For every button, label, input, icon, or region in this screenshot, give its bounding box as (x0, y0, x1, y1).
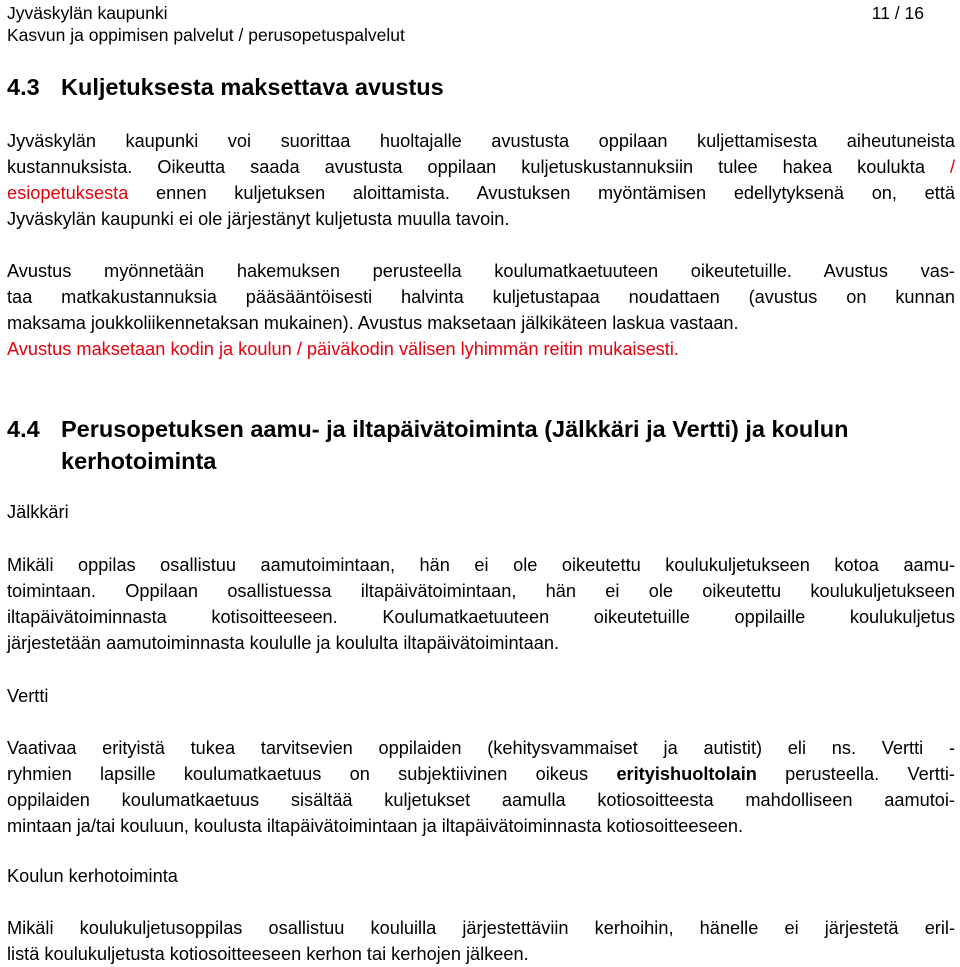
text-line (7, 154, 955, 180)
section-4-3-number: 4.3 (7, 74, 40, 100)
bold-law-name: erityishuoltolain (616, 764, 757, 784)
text-line (7, 761, 955, 787)
section-4-3-heading (7, 72, 444, 103)
text-line: Vaativaa erityistä tukea tarvitsevien oppilaiden (kehitysvammaiset ja autistit) eli ns. Vertti - (7, 738, 955, 758)
text-span: ennen kuljetuksen aloittamista. Avustuksen myöntämisen edellytyksenä on, että (128, 183, 955, 203)
text-line (7, 180, 955, 206)
section-4-3-paragraph-1 (7, 128, 955, 232)
section-4-4-heading (7, 414, 849, 445)
text-line: Mikäli oppilas osallistuu aamutoimintaan, hän ei ole oikeutettu koulukuljetukseen kotoa aamu- (7, 555, 955, 575)
vertti-heading: Vertti (7, 686, 49, 706)
kerho-paragraph (7, 915, 955, 967)
text-span: perusteella. Vertti- (756, 764, 955, 784)
section-4-4-title: Perusopetuksen aamu- ja iltapäivätoiminta (Jälkkäri ja Vertti) ja koulun (61, 416, 849, 442)
text-line: järjestetään aamutoiminnasta koululle ja koululta iltapäivätoimintaan. (7, 633, 560, 653)
text-line: taa matkakustannuksia pääsääntöisesti halvinta kuljetustapaa noudattaen (avustus on kunnan (7, 287, 955, 307)
text-span: ryhmien lapsille koulumatkaetuus on subjektiivinen oikeus (7, 764, 617, 784)
text-span: kustannuksista. Oikeutta saada avustusta oppilaan kuljetuskustannuksiin tulee hakea koulukta (7, 157, 950, 177)
header-department: Kasvun ja oppimisen palvelut / perusopetuspalvelut (7, 25, 405, 45)
section-4-3-title: Kuljetuksesta maksettava avustus (61, 74, 444, 100)
highlight-text: / (949, 157, 955, 177)
text-line: iltapäivätoiminnasta kotisoitteeseen. Koulumatkaetuuteen oikeutetuille oppilaille koulukuljetus (7, 607, 955, 627)
text-line: mintaan ja/tai kouluun, koulusta iltapäivätoimintaan ja iltapäivätoiminnasta kotiosoitteeseen. (7, 816, 744, 836)
page-number: 11 / 16 (871, 3, 924, 23)
section-4-3-paragraph-2 (7, 258, 955, 362)
text-line: toimintaan. Oppilaan osallistuessa iltapäivätoimintaan, hän ei ole oikeutettu koulukuljetukseen (7, 581, 955, 601)
text-line: listä koulukuljetusta kotiosoitteeseen kerhon tai kerhojen jälkeen. (7, 944, 529, 964)
section-4-4-title-continued: kerhotoiminta (61, 448, 217, 474)
vertti-paragraph (7, 735, 955, 839)
section-4-4-number: 4.4 (7, 416, 40, 442)
text-line: maksama joukkoliikennetaksan mukainen). Avustus maksetaan jälkikäteen laskua vastaan. (7, 313, 739, 333)
kerho-heading: Koulun kerhotoiminta (7, 866, 178, 886)
text-line: Jyväskylän kaupunki voi suorittaa huoltajalle avustusta oppilaan kuljettamisesta aiheutuneista (7, 131, 955, 151)
text-line: oppilaiden koulumatkaetuus sisältää kuljetukset aamulla kotiosoitteesta mahdolliseen aamutoi- (7, 790, 955, 810)
text-line: Jyväskylän kaupunki ei ole järjestänyt kuljetusta muulla tavoin. (7, 209, 510, 229)
jalkkari-heading: Jälkkäri (7, 502, 69, 522)
text-line: Mikäli koulukuljetusoppilas osallistuu kouluilla järjestettäviin kerhoihin, hänelle ei järjestetä eril- (7, 918, 955, 938)
header-organization: Jyväskylän kaupunki (7, 3, 168, 23)
highlight-text: Avustus maksetaan kodin ja koulun / päiväkodin välisen lyhimmän reitin mukaisesti. (7, 339, 679, 359)
highlight-text: esiopetuksesta (7, 183, 129, 203)
jalkkari-paragraph (7, 552, 955, 656)
text-line: Avustus myönnetään hakemuksen perusteella koulumatkaetuuteen oikeutetuille. Avustus vas- (7, 261, 955, 281)
